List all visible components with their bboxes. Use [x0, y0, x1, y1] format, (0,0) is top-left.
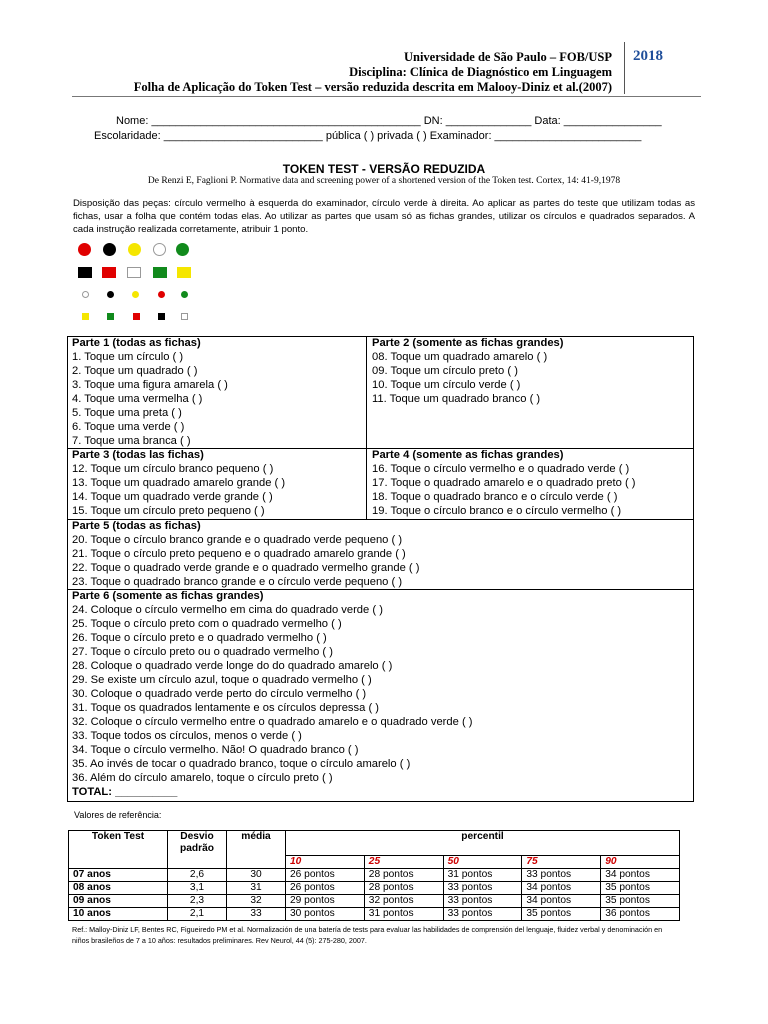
item-27[interactable]: 27. Toque o círculo preto ou o quadrado vermelho ( )	[72, 646, 333, 658]
item-14[interactable]: 14. Toque um quadrado verde grande ( )	[72, 491, 273, 503]
token-big-circle	[176, 243, 189, 256]
token-big-circle	[153, 243, 166, 256]
item-35[interactable]: 35. Ao invés de tocar o quadrado branco, toque o círculo amarelo ( )	[72, 758, 411, 770]
token-big-square	[153, 267, 167, 278]
table-row	[69, 895, 680, 908]
sheet-title: Folha de Aplicação do Token Test – versão reduzida descrita em Malooy-Diniz et al.(2007)	[133, 80, 612, 94]
part-title: Parte 6 (somente as fichas grandes)	[72, 590, 264, 602]
part-title: Parte 5 (todas as fichas)	[72, 520, 201, 532]
percentile-cell: 26 pontos	[286, 882, 365, 895]
percentile-cell: 33 pontos	[443, 895, 522, 908]
percentile-cell: 30 pontos	[286, 908, 365, 921]
token-big-circle	[103, 243, 116, 256]
form-line-schooling[interactable]: Escolaridade: __________________________ pública ( ) privada ( ) Examinador: ________________________	[94, 130, 642, 142]
token-big-square	[102, 267, 116, 278]
item-9[interactable]: 09. Toque um círculo preto ( )	[372, 365, 518, 377]
part-title: Parte 2 (somente as fichas grandes)	[372, 337, 564, 349]
col-desvio: Desvio padrão	[168, 831, 227, 869]
media-cell: 31	[227, 882, 286, 895]
reference-table	[68, 830, 680, 921]
item-28[interactable]: 28. Coloque o quadrado verde longe do do quadrado amarelo ( )	[72, 660, 393, 672]
col-media: média	[227, 831, 286, 869]
percentile-label: 50	[443, 856, 522, 869]
discipline-name: Disciplina: Clínica de Diagnóstico em Linguagem	[349, 65, 612, 79]
percentile-cell: 34 pontos	[522, 895, 601, 908]
token-big-circle	[128, 243, 141, 256]
item-5[interactable]: 5. Toque uma preta ( )	[72, 407, 182, 419]
item-36[interactable]: 36. Além do círculo amarelo, toque o círculo preto ( )	[72, 772, 333, 784]
dp-cell: 2,6	[168, 869, 227, 882]
token-small-square	[133, 313, 140, 320]
part-6	[72, 589, 473, 799]
reference-note: Ref.: Malloy-Diniz LF, Bentes RC, Figueiredo PM et al. Normalización de una batería de tests para evaluar las habilidades de comprensión del lenguaje, fluidez verbal y denominación en niños brasileños de 7 a 10 años: resultados preliminares. Rev Neurol, 44 (5): 275-280, 2007.	[72, 925, 663, 945]
percentile-label: 75	[522, 856, 601, 869]
token-small-circle	[107, 291, 114, 298]
percentile-cell: 35 pontos	[601, 895, 680, 908]
table-row	[69, 869, 680, 882]
item-4[interactable]: 4. Toque uma vermelha ( )	[72, 393, 203, 405]
item-31[interactable]: 31. Toque os quadrados lentamente e os círculos depressa ( )	[72, 702, 380, 714]
percentile-cell: 26 pontos	[286, 869, 365, 882]
item-16[interactable]: 16. Toque o círculo vermelho e o quadrado verde ( )	[372, 463, 630, 475]
part-2	[372, 336, 564, 406]
university-name: Universidade de São Paulo – FOB/USP	[403, 50, 612, 64]
part-5	[72, 519, 419, 589]
table-row	[69, 882, 680, 895]
part-3	[72, 448, 285, 518]
total-field[interactable]: TOTAL: __________	[72, 786, 178, 798]
instructions-text: Disposição das peças: círculo vermelho à esquerda do examinador, círculo verde à direita. Ao aplicar as partes do teste que utilizam todas as fichas, usar a folha que contém todas elas. Ao utilizar as partes que usam só as fichas grandes, utilizar os círculos e quadrados separados. A cada instrução realizada corretamente, atribuir 1 ponto.	[73, 198, 695, 235]
percentile-cell: 31 pontos	[364, 908, 443, 921]
percentile-cell: 32 pontos	[364, 895, 443, 908]
percentile-label: 10	[286, 856, 365, 869]
percentile-cell: 33 pontos	[443, 882, 522, 895]
media-cell: 33	[227, 908, 286, 921]
age-cell: 08 anos	[69, 882, 168, 895]
percentile-cell: 36 pontos	[601, 908, 680, 921]
test-title: TOKEN TEST - VERSÃO REDUZIDA	[282, 162, 486, 176]
dp-cell: 2,3	[168, 895, 227, 908]
col-percentil: percentil	[286, 831, 680, 856]
percentile-label: 90	[601, 856, 680, 869]
col-token-test: Token Test	[69, 831, 168, 869]
part-title: Parte 3 (todas las fichas)	[72, 449, 204, 461]
age-cell: 09 anos	[69, 895, 168, 908]
percentile-cell: 29 pontos	[286, 895, 365, 908]
item-33[interactable]: 33. Toque todos os círculos, menos o verde ( )	[72, 730, 302, 742]
token-small-square	[107, 313, 114, 320]
token-small-square	[82, 313, 89, 320]
dp-cell: 3,1	[168, 882, 227, 895]
media-cell: 32	[227, 895, 286, 908]
media-cell: 30	[227, 869, 286, 882]
parts-vdivider	[366, 336, 367, 520]
token-big-circle	[78, 243, 91, 256]
item-30[interactable]: 30. Coloque o quadrado verde perto do círculo vermelho ( )	[72, 688, 367, 700]
token-small-square	[158, 313, 165, 320]
percentile-cell: 28 pontos	[364, 869, 443, 882]
item-21[interactable]: 21. Toque o círculo preto pequeno e o quadrado amarelo grande ( )	[72, 548, 406, 560]
part-4	[372, 448, 636, 518]
percentile-cell: 33 pontos	[443, 908, 522, 921]
token-small-circle	[82, 291, 89, 298]
item-15[interactable]: 15. Toque um círculo preto pequeno ( )	[72, 505, 265, 517]
item-8[interactable]: 08. Toque um quadrado amarelo ( )	[372, 351, 548, 363]
table-row	[69, 908, 680, 921]
item-23[interactable]: 23. Toque o quadrado branco grande e o círculo verde pequeno ( )	[72, 576, 403, 588]
item-2[interactable]: 2. Toque um quadrado ( )	[72, 365, 198, 377]
item-12[interactable]: 12. Toque um círculo branco pequeno ( )	[72, 463, 274, 475]
form-line-name[interactable]: Nome: ____________________________________________ DN: ______________ Data: ________________	[116, 115, 662, 127]
header-divider	[72, 96, 701, 97]
age-cell: 10 anos	[69, 908, 168, 921]
token-big-square	[127, 267, 141, 278]
percentile-cell: 34 pontos	[522, 882, 601, 895]
token-big-square	[78, 267, 92, 278]
percentile-cell: 28 pontos	[364, 882, 443, 895]
part-title: Parte 1 (todas as fichas)	[72, 337, 201, 349]
percentile-cell: 34 pontos	[601, 869, 680, 882]
reference-label: Valores de referência:	[74, 810, 162, 820]
percentile-cell: 33 pontos	[522, 869, 601, 882]
part-title: Parte 4 (somente as fichas grandes)	[372, 449, 564, 461]
item-1[interactable]: 1. Toque um círculo ( )	[72, 351, 184, 363]
dp-cell: 2,1	[168, 908, 227, 921]
item-25[interactable]: 25. Toque o círculo preto com o quadrado vermelho ( )	[72, 618, 342, 630]
item-17[interactable]: 17. Toque o quadrado amarelo e o quadrado preto ( )	[372, 477, 636, 489]
item-6[interactable]: 6. Toque uma verde ( )	[72, 421, 185, 433]
item-18[interactable]: 18. Toque o quadrado branco e o círculo verde ( )	[372, 491, 618, 503]
token-small-circle	[158, 291, 165, 298]
item-24[interactable]: 24. Coloque o círculo vermelho em cima do quadrado verde ( )	[72, 604, 383, 616]
year-label: 2018	[624, 42, 684, 94]
percentile-cell: 31 pontos	[443, 869, 522, 882]
item-34[interactable]: 34. Toque o círculo vermelho. Não! O quadrado branco ( )	[72, 744, 359, 756]
item-11[interactable]: 11. Toque um quadrado branco ( )	[372, 393, 541, 405]
percentile-label: 25	[364, 856, 443, 869]
item-22[interactable]: 22. Toque o quadrado verde grande e o quadrado vermelho grande ( )	[72, 562, 420, 574]
citation: De Renzi E, Faglioni P. Normative data and screening power of a shortened version of the Token test. Cortex, 14: 41-9,1978	[147, 176, 621, 186]
token-small-circle	[132, 291, 139, 298]
item-20[interactable]: 20. Toque o círculo branco grande e o quadrado verde pequeno ( )	[72, 534, 403, 546]
percentile-cell: 35 pontos	[601, 882, 680, 895]
token-small-circle	[181, 291, 188, 298]
percentile-cell: 35 pontos	[522, 908, 601, 921]
item-3[interactable]: 3. Toque uma figura amarela ( )	[72, 379, 228, 391]
item-26[interactable]: 26. Toque o círculo preto e o quadrado vermelho ( )	[72, 632, 327, 644]
age-cell: 07 anos	[69, 869, 168, 882]
part-1	[72, 336, 228, 448]
token-big-square	[177, 267, 191, 278]
item-10[interactable]: 10. Toque um círculo verde ( )	[372, 379, 521, 391]
item-32[interactable]: 32. Coloque o círculo vermelho entre o quadrado amarelo e o quadrado verde ( )	[72, 716, 473, 728]
item-13[interactable]: 13. Toque um quadrado amarelo grande ( )	[72, 477, 286, 489]
item-7[interactable]: 7. Toque uma branca ( )	[72, 435, 191, 447]
item-29[interactable]: 29. Se existe um círculo azul, toque o quadrado vermelho ( )	[72, 674, 372, 686]
item-19[interactable]: 19. Toque o círculo branco e o círculo vermelho ( )	[372, 505, 622, 517]
token-small-square	[181, 313, 188, 320]
